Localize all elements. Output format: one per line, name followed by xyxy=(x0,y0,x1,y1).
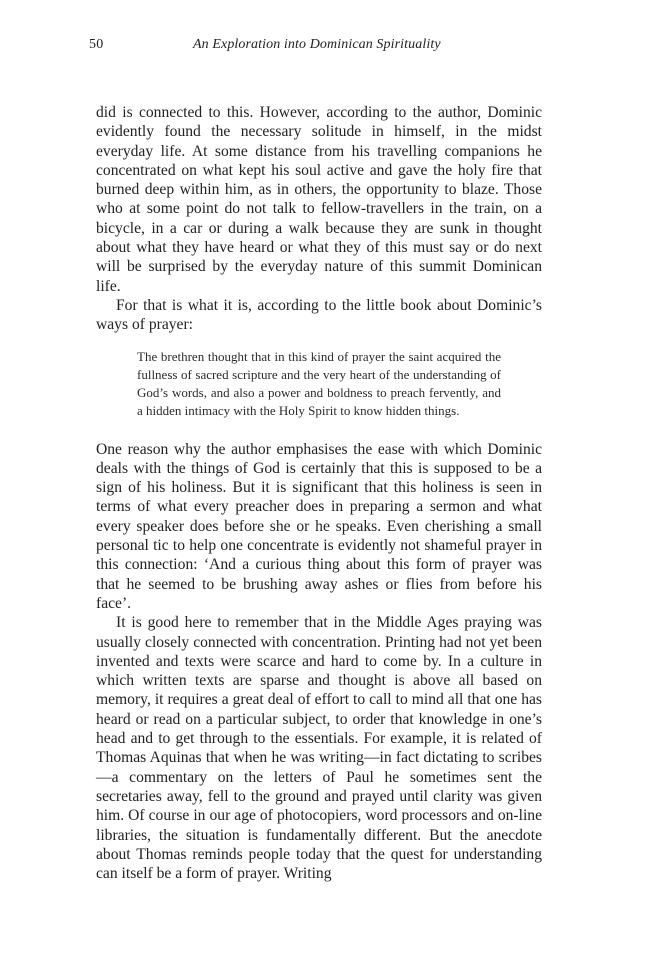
body-paragraph-2: For that is what it is, according to the little book about Dominic’s ways of prayer: xyxy=(96,296,542,334)
page-number: 50 xyxy=(89,37,104,52)
body-paragraph-4: It is good here to remember that in the Middle Ages praying was usually closely connected with concentration. Printing had not yet been invented and texts were scarce and hard to come by. In a culture in which written texts are sparse and thought is above all based on memory, it requires a great deal of effort to call to mind all that one has heard or read on a particular subject, to order that knowledge in one’s head and to get through to the essentials. For example, it is related of Thomas Aquinas that when he was writing—in fact dictating to scribes—a commentary on the letters of Paul he sometimes sent the secretaries away, fell to the ground and prayed until clarity was given him. Of course in our age of photocopiers, word processors and on-line libraries, the situation is fundamentally different. But the anecdote about Thomas reminds people today that the quest for understanding can itself be a form of prayer. Writing xyxy=(96,614,542,883)
body-paragraph-3: One reason why the author emphasises the ease with which Dominic deals with the things of God is certainly that this is supposed to be a sign of his holiness. But it is significant that this holiness is seen in terms of what every preacher does in preparing a sermon and what every speaker does before she or he speaks. Even cherishing a small personal tic to help one concentrate is evidently not shameful prayer in this connection: ‘And a curious thing about this form of prayer was that he seemed to be brushing away ashes or flies from before his face’. xyxy=(96,440,542,612)
running-head-title: An Exploration into Dominican Spirituality xyxy=(193,37,441,52)
body-paragraph-1: did is connected to this. However, according to the author, Dominic evidently found the necessary solitude in himself, in the midst everyday life. At some distance from his travelling companions he concentrated on what kept his soul active and gave the holy fire that burned deep within him, as in others, the opportunity to blaze. Those who at some point do not talk to fellow-travellers in the train, on a bicycle, in a car or during a walk because they are sunk in thought about what they have heard or what they of this must say or do next will be surprised by the everyday nature of this summit Dominican life. xyxy=(96,104,542,295)
block-quote: The brethren thought that in this kind of prayer the saint acquired the fullness of sacred scripture and the very heart of the understanding of God’s words, and also a power and boldness to preach fervently, and a hidden intimacy with the Holy Spirit to know hidden things. xyxy=(137,348,501,418)
page-body xyxy=(96,103,542,883)
running-head xyxy=(0,37,650,57)
